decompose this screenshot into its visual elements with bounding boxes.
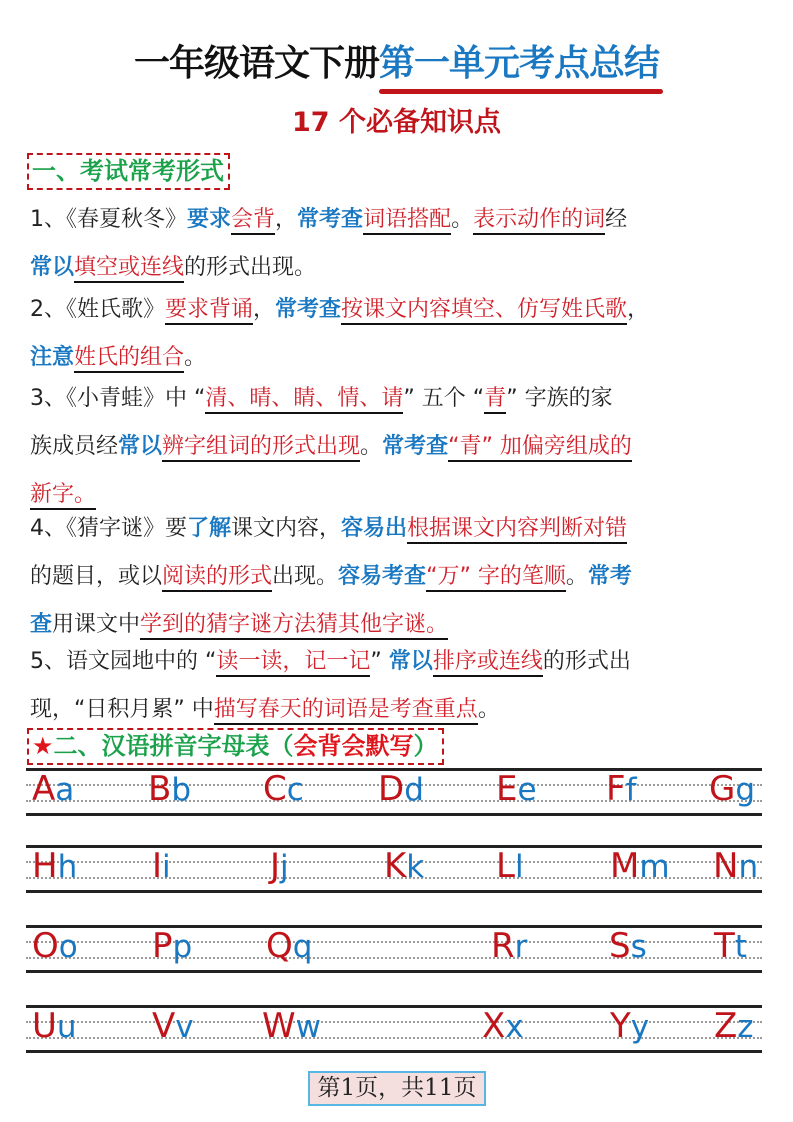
key-point-underlined: 青 — [484, 386, 506, 414]
letter-pair-G — [709, 767, 755, 812]
alphabet-row-2 — [26, 845, 762, 893]
body-text: 课文内容， — [231, 516, 342, 541]
letter-pair-H — [32, 844, 77, 889]
letter-pair-Y — [610, 1004, 649, 1049]
body-text: 。 — [184, 345, 207, 370]
body-text: 。 — [451, 207, 474, 232]
lowercase-letter: u — [56, 1009, 77, 1045]
letter-pair-B — [148, 767, 191, 812]
text-line — [30, 638, 765, 686]
key-point-underlined: 辨字组词的形式出现 — [162, 434, 360, 462]
section-1-heading-text: 一、考试常考形式 — [32, 157, 224, 185]
lowercase-letter: l — [514, 849, 524, 885]
body-text: ， — [275, 207, 298, 232]
uppercase-letter: T — [714, 926, 735, 966]
uppercase-letter: V — [152, 1006, 176, 1046]
body-text: 用课文中 — [52, 612, 141, 637]
letter-pair-Z — [714, 1004, 754, 1049]
letter-pair-F — [606, 767, 636, 812]
dotted-guide-line — [26, 957, 762, 959]
dotted-guide-line — [26, 1037, 762, 1039]
body-text: 的形式出 — [542, 649, 631, 674]
key-point-underlined: 描写春天的词语是考查重点 — [214, 697, 478, 725]
uppercase-letter: M — [610, 846, 640, 886]
key-point-underlined: 读一读，记一记 — [216, 649, 370, 677]
uppercase-letter: W — [262, 1006, 296, 1046]
uppercase-letter: I — [152, 846, 163, 886]
lowercase-letter: o — [58, 929, 78, 965]
uppercase-letter: O — [32, 926, 59, 966]
key-point-underlined: 表示动作的词 — [473, 207, 605, 235]
keyword-blue: 常考查 — [275, 297, 342, 322]
lowercase-letter: s — [630, 929, 647, 965]
keyword-blue: 容易考查 — [338, 564, 427, 589]
key-point-underlined: 填空或连线 — [74, 255, 184, 283]
lowercase-letter: p — [172, 929, 193, 965]
letter-pair-U — [32, 1004, 77, 1049]
body-text: 经 — [605, 207, 628, 232]
section-2-heading — [27, 728, 444, 765]
lowercase-letter: y — [630, 1009, 650, 1045]
body-text: 。 — [477, 697, 500, 722]
uppercase-letter: A — [32, 769, 56, 809]
letter-pair-L — [496, 844, 524, 889]
page-indicator: 第1页，共11页 — [308, 1071, 486, 1106]
key-point-underlined: 姓氏的组合 — [74, 345, 184, 373]
text-line — [30, 553, 765, 601]
star-icon: ★ — [32, 732, 54, 760]
keyword-blue: 常考 — [587, 564, 632, 589]
key-point-underlined: 排序或连线 — [433, 649, 543, 677]
uppercase-letter: Z — [714, 1006, 738, 1046]
key-point-underlined: 新字。 — [30, 482, 96, 510]
letter-pair-A — [32, 767, 74, 812]
text-line — [30, 375, 765, 423]
keyword-blue: 常以 — [388, 649, 433, 674]
key-point-underlined: 词语搭配 — [363, 207, 451, 235]
body-text: ， — [627, 297, 650, 322]
uppercase-letter: X — [482, 1006, 506, 1046]
letter-pair-V — [152, 1004, 194, 1049]
letter-pair-C — [263, 767, 304, 812]
lowercase-letter: r — [514, 929, 528, 965]
knowledge-point-1 — [30, 196, 765, 292]
letter-pair-R — [491, 924, 527, 969]
knowledge-point-4 — [30, 505, 765, 649]
lowercase-letter: h — [57, 849, 78, 885]
lowercase-letter: q — [292, 929, 313, 965]
body-text: 。 — [565, 564, 588, 589]
text-line — [30, 244, 765, 292]
lowercase-letter: e — [517, 772, 537, 808]
body-text: ， — [253, 297, 276, 322]
keyword-blue: 常以 — [118, 434, 163, 459]
letter-pair-X — [482, 1004, 524, 1049]
section-2-heading-emphasis: 会背会默写 — [293, 732, 414, 760]
alphabet-row-3 — [26, 925, 762, 973]
key-point-underlined: 会背 — [231, 207, 275, 235]
uppercase-letter: R — [491, 926, 515, 966]
body-text: 出现。 — [272, 564, 339, 589]
uppercase-letter: C — [263, 769, 287, 809]
knowledge-point-3 — [30, 375, 765, 519]
uppercase-letter: G — [709, 769, 736, 809]
key-point-underlined: “万” 字的笔顺 — [426, 564, 566, 592]
uppercase-letter: J — [270, 846, 281, 886]
text-line — [30, 423, 765, 471]
text-line — [30, 286, 765, 334]
uppercase-letter: N — [713, 846, 739, 886]
section-2-heading-close: ） — [413, 732, 438, 760]
knowledge-point-5 — [30, 638, 765, 734]
uppercase-letter: D — [378, 769, 405, 809]
lowercase-letter: f — [625, 772, 637, 808]
uppercase-letter: S — [609, 926, 631, 966]
knowledge-point-2 — [30, 286, 765, 382]
lowercase-letter: v — [175, 1009, 194, 1045]
letter-pair-N — [713, 844, 758, 889]
subtitle: 17 个必备知识点 — [292, 107, 501, 138]
lowercase-letter: z — [737, 1009, 754, 1045]
text-line — [30, 196, 765, 244]
letter-pair-T — [714, 924, 747, 969]
dotted-guide-line — [26, 1021, 762, 1023]
lowercase-letter: i — [162, 849, 171, 885]
lowercase-letter: g — [735, 772, 756, 808]
letter-pair-O — [32, 924, 78, 969]
body-text: 4、《猜字谜》要 — [30, 516, 187, 541]
section-1-heading — [27, 153, 230, 190]
keyword-blue: 常考查 — [382, 434, 449, 459]
body-text: 的题目，或以 — [30, 564, 163, 589]
uppercase-letter: Y — [610, 1006, 631, 1046]
lowercase-letter: a — [55, 772, 75, 808]
letter-pair-J — [270, 844, 289, 889]
letter-pair-K — [384, 844, 424, 889]
body-text: ” 五个 “ — [403, 386, 485, 411]
section-2-heading-text: 二、汉语拼音字母表（ — [53, 732, 294, 760]
keyword-blue: 注意 — [30, 345, 75, 370]
title-grade: 一年级语文下册 — [133, 43, 379, 84]
body-text: ” 字族的家 — [506, 386, 613, 411]
key-point-underlined: 阅读的形式 — [162, 564, 272, 592]
text-line — [30, 686, 765, 734]
letter-pair-D — [378, 767, 424, 812]
lowercase-letter: x — [505, 1009, 524, 1045]
keyword-blue: 容易出 — [341, 516, 408, 541]
lowercase-letter: t — [734, 929, 747, 965]
lowercase-letter: m — [639, 849, 670, 885]
key-point-underlined: 按课文内容填空、仿写姓氏歌 — [341, 297, 627, 325]
letter-pair-Q — [266, 924, 312, 969]
letter-pair-S — [609, 924, 647, 969]
uppercase-letter: H — [32, 846, 58, 886]
keyword-blue: 常以 — [30, 255, 75, 280]
letter-pair-W — [262, 1004, 321, 1049]
alphabet-row-1 — [26, 768, 762, 816]
lowercase-letter: n — [738, 849, 759, 885]
body-text: 2、《姓氏歌》 — [30, 297, 165, 322]
letter-pair-E — [496, 767, 537, 812]
body-text: 现，“日积月累” 中 — [30, 697, 214, 722]
lowercase-letter: k — [406, 849, 425, 885]
uppercase-letter: K — [384, 846, 407, 886]
key-point-underlined: 清、晴、睛、情、请 — [205, 386, 403, 414]
keyword-blue: 查 — [30, 612, 53, 637]
lowercase-letter: w — [295, 1009, 321, 1045]
key-point-underlined: 根据课文内容判断对错 — [407, 516, 627, 544]
dotted-guide-line — [26, 941, 762, 943]
title-unit-summary: 第一单元考点总结 — [379, 40, 659, 88]
keyword-blue: 要求 — [187, 207, 232, 232]
body-text: 1、《春夏秋冬》 — [30, 207, 187, 232]
lowercase-letter: b — [171, 772, 192, 808]
text-line — [30, 505, 765, 553]
alphabet-row-4 — [26, 1005, 762, 1053]
uppercase-letter: L — [496, 846, 515, 886]
body-text: 族成员经 — [30, 434, 119, 459]
keyword-blue: 常考查 — [297, 207, 364, 232]
body-text: 。 — [360, 434, 383, 459]
uppercase-letter: E — [496, 769, 518, 809]
body-text: 的形式出现。 — [184, 255, 317, 280]
letter-pair-M — [610, 844, 670, 889]
body-text: ” — [370, 649, 389, 674]
key-point-underlined: “青” 加偏旁组成的 — [448, 434, 632, 462]
lowercase-letter: d — [404, 772, 424, 808]
uppercase-letter: U — [32, 1006, 57, 1046]
uppercase-letter: P — [152, 926, 173, 966]
letter-pair-I — [152, 844, 171, 889]
letter-pair-P — [152, 924, 192, 969]
body-text: 5、语文园地中的 “ — [30, 649, 217, 674]
key-point-underlined: 要求背诵 — [165, 297, 253, 325]
uppercase-letter: F — [606, 769, 626, 809]
key-point-underlined: 学到的猜字谜方法猜其他字谜。 — [140, 612, 448, 640]
keyword-blue: 了解 — [187, 516, 232, 541]
body-text: 3、《小青蛙》中 “ — [30, 386, 206, 411]
uppercase-letter: B — [148, 769, 172, 809]
page-title — [0, 40, 793, 88]
uppercase-letter: Q — [266, 926, 293, 966]
lowercase-letter: c — [286, 772, 304, 808]
lowercase-letter: j — [280, 849, 289, 885]
